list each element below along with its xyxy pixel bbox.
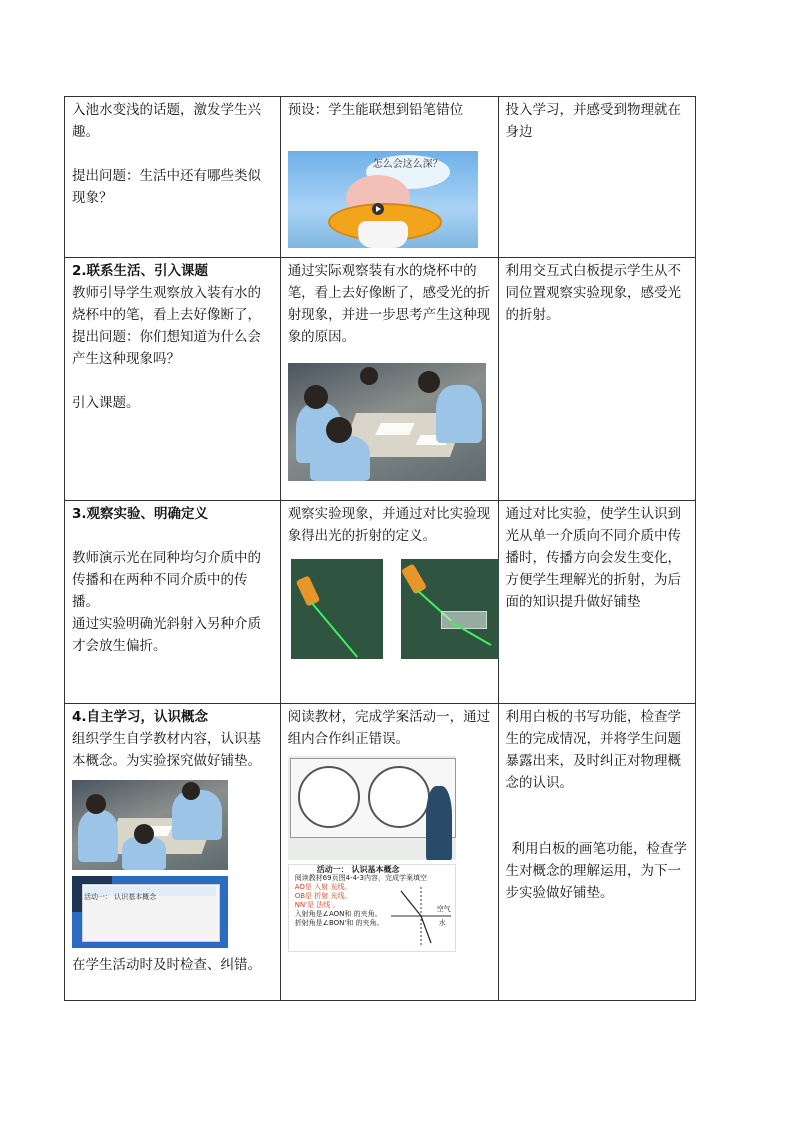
worksheet-title: 活动一： 认识基本概念: [316, 865, 400, 874]
paragraph: 投入学习，并感受到物理就在身边: [505, 102, 682, 140]
paragraph: 观察实验现象，并通过对比实验现象得出光的折射的定义。: [287, 506, 491, 544]
classroom-photo: [288, 363, 486, 481]
water-label: 水: [438, 919, 446, 927]
table-cell: [280, 258, 498, 501]
table-cell: [65, 97, 281, 258]
worksheet-line: OB是 折射 光线。: [294, 892, 352, 900]
interactive-whiteboard-photo: [288, 756, 456, 860]
paragraph: 利用白板的画笔功能，检查学生对概念的理解运用，为下一步实验做好铺垫。: [505, 841, 688, 901]
table-row: [65, 501, 696, 704]
table-cell: [280, 501, 498, 704]
cartoon-tooth: [358, 221, 408, 248]
table-row: [65, 258, 696, 501]
laser-single-medium-photo: [291, 559, 383, 659]
table-cell: [498, 501, 695, 704]
play-icon[interactable]: [372, 203, 384, 215]
worksheet-line: NN'是 法线 。: [294, 901, 340, 909]
paragraph: 通过对比实验，使学生认识到光从单一介质向不同介质中传播时，传播方向会发生变化，方便学生理解光的折射，为后面的知识提升做好铺垫: [505, 506, 682, 610]
table-row: [65, 97, 696, 258]
group-study-photo: [72, 780, 228, 870]
section-heading: 4.自主学习，认识概念: [72, 709, 209, 725]
refracted-ray: [421, 916, 431, 943]
section-heading: 3.观察实验、明确定义: [72, 506, 209, 522]
table-cell: [280, 97, 498, 258]
paragraph: 预设：学生能联想到铅笔错位: [287, 102, 464, 118]
table-cell: [65, 704, 281, 1001]
paragraph: 在学生活动时及时检查、纠错。: [72, 957, 261, 973]
table-cell: [65, 501, 281, 704]
table-cell: [498, 97, 695, 258]
table-row: [65, 704, 696, 1001]
paragraph: 阅读教材，完成学案活动一，通过组内合作纠正错误。: [287, 709, 491, 747]
worksheet-line: 入射角是∠AON和 的夹角。: [294, 910, 382, 918]
speech-bubble: 怎么会这么深？: [366, 155, 450, 189]
table-cell: [498, 258, 695, 501]
lesson-plan-table: [64, 96, 696, 1001]
paragraph: 教师演示光在同种均匀介质中的传播和在两种不同介质中的传播。: [72, 550, 261, 610]
paragraph: 提出问题：生活中还有哪些类似现象？: [72, 168, 261, 206]
air-label: 空气: [436, 905, 451, 913]
worksheet-instruction: 阅读教材69页图4-4-3内容，完成学案填空: [294, 874, 428, 882]
table-cell: [498, 704, 695, 1001]
table-cell: [65, 258, 281, 501]
laser-two-media-photo: [401, 559, 499, 659]
section-heading: 2.联系生活、引入课题: [72, 263, 209, 279]
paragraph: 通过实验明确光斜射入另种介质才会放生偏折。: [72, 616, 261, 654]
whiteboard-photo: [72, 876, 228, 948]
cartoon-video-thumbnail[interactable]: [288, 151, 478, 248]
worksheet-image: [288, 864, 456, 952]
refraction-diagram: [391, 885, 451, 947]
paragraph: 教师引导学生观察放入装有水的烧杯中的笔，看上去好像断了，提出问题：你们想知道为什么会产生这种现象吗？: [72, 285, 261, 367]
paragraph: 组织学生自学教材内容，认识基本概念。为实验探究做好铺垫。: [72, 731, 261, 769]
paragraph: 通过实际观察装有水的烧杯中的笔，看上去好像断了，感受光的折射现象，并进一步思考产生这种现象的原因。: [287, 263, 491, 345]
paragraph: 利用交互式白板提示学生从不同位置观察实验现象，感受光的折射。: [505, 263, 682, 323]
table-cell: [280, 704, 498, 1001]
worksheet-line: 折射角是∠BON'和 的夹角。: [294, 919, 384, 927]
paragraph: 利用白板的书写功能，检查学生的完成情况，并将学生问题暴露出来，及时纠正对物理概念的认识。: [505, 709, 682, 791]
worksheet-line: AO是 入射 光线。: [294, 883, 352, 891]
paragraph: 入池水变浅的话题，激发学生兴趣。: [72, 102, 261, 140]
incident-ray: [401, 891, 421, 916]
paragraph: 引入课题。: [72, 395, 140, 411]
